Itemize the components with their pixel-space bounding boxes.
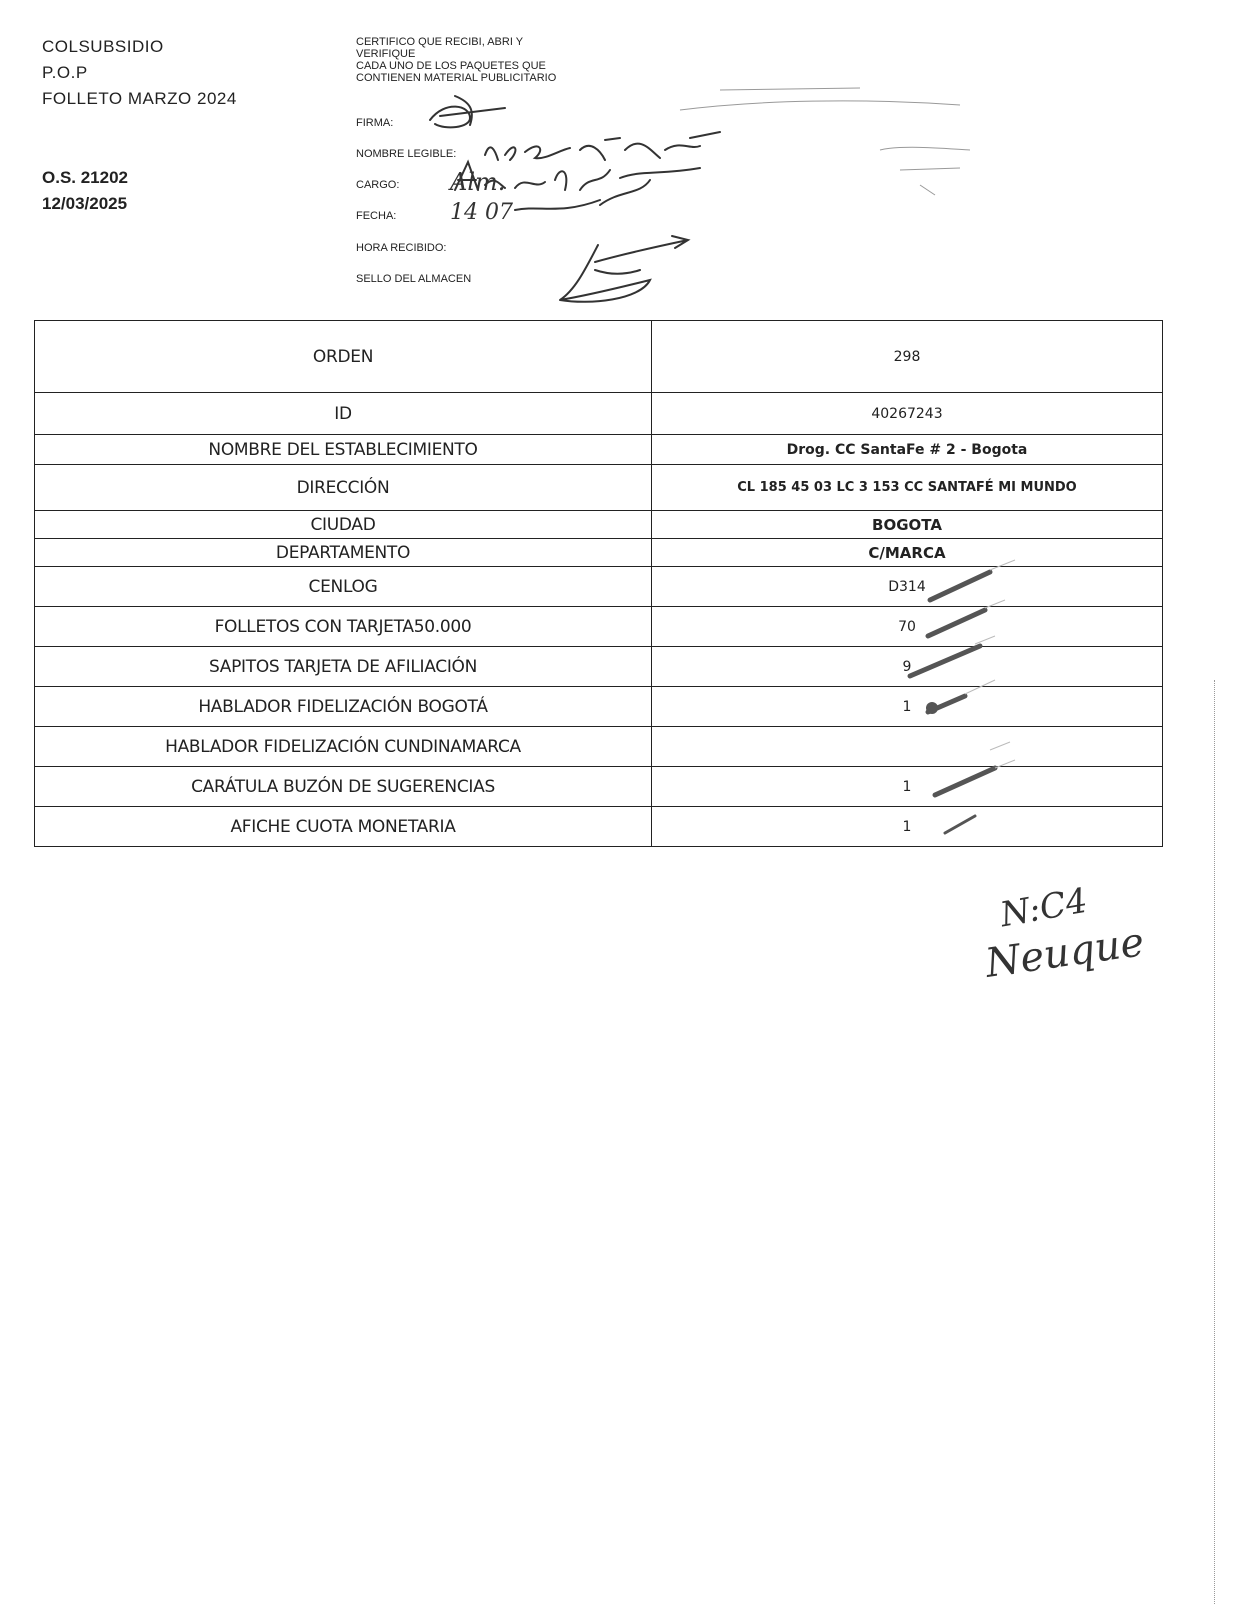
check-mark [930,572,990,600]
row-label-folletos: FOLLETOS CON TARJETA50.000 [35,607,652,647]
cert-line: VERIFIQUE [356,48,416,60]
row-value-ciudad: BOGOTA [652,511,1163,539]
check-mark [910,646,980,676]
os-number: O.S. 21202 [42,168,129,187]
sello-almacen-label: SELLO DEL ALMACEN [356,273,472,285]
check-mark [935,768,995,795]
cert-line: CERTIFICO QUE RECIBI, ABRI Y [356,36,524,48]
row-label-hablador-cundinamarca: HABLADOR FIDELIZACIÓN CUNDINAMARCA [35,727,652,767]
row-label-departamento: DEPARTAMENTO [35,539,652,567]
pop-label: P.O.P [42,63,88,82]
row-value-id: 40267243 [652,393,1163,435]
hora-recibido-label: HORA RECIBIDO: [356,242,447,254]
firma-label: FIRMA: [356,117,394,129]
row-value-caratula: 1 [652,767,1163,807]
cargo-label: CARGO: [356,179,400,191]
row-label-id: ID [35,393,652,435]
fecha-label: FECHA: [356,210,397,222]
check-mark [945,816,975,833]
campaign-name: FOLLETO MARZO 2024 [42,89,237,108]
row-label-orden: ORDEN [35,321,652,393]
nombre-legible-label: NOMBRE LEGIBLE: [356,148,457,160]
row-value-establecimiento: Drog. CC SantaFe # 2 - Bogota [652,435,1163,465]
company-name: COLSUBSIDIO [42,37,164,56]
row-value-hablador-bogota: 1 [652,687,1163,727]
scan-edge [1214,680,1215,1604]
row-label-afiche: AFICHE CUOTA MONETARIA [35,807,652,847]
row-value-cenlog: D314 [652,567,1163,607]
row-value-sapitos: 9 [652,647,1163,687]
row-label-ciudad: CIUDAD [35,511,652,539]
cert-line: CADA UNO DE LOS PAQUETES QUE [356,60,546,72]
cargo-handwritten: Alm. [450,168,506,196]
row-label-direccion: DIRECCIÓN [35,465,652,511]
cert-line: CONTIENEN MATERIAL PUBLICITARIO [356,72,557,84]
row-label-establecimiento: NOMBRE DEL ESTABLECIMIENTO [35,435,652,465]
row-value-folletos: 70 [652,607,1163,647]
fecha-handwritten: 14 07 [450,200,513,225]
row-label-sapitos: SAPITOS TARJETA DE AFILIACIÓN [35,647,652,687]
handwritten-note-line2: Neuque [982,919,1147,987]
os-date: 12/03/2025 [42,194,128,213]
row-value-departamento: C/MARCA [652,539,1163,567]
row-value-orden: 298 [652,321,1163,393]
check-dot [926,702,938,714]
check-mark [928,610,985,636]
row-value-afiche: 1 [652,807,1163,847]
row-label-caratula: CARÁTULA BUZÓN DE SUGERENCIAS [35,767,652,807]
row-value-direccion: CL 185 45 03 LC 3 153 CC SANTAFÉ MI MUNDO [652,465,1163,511]
row-label-hablador-bogota: HABLADOR FIDELIZACIÓN BOGOTÁ [35,687,652,727]
handwritten-note-line1: N:C4 [997,880,1091,936]
row-label-cenlog: CENLOG [35,567,652,607]
